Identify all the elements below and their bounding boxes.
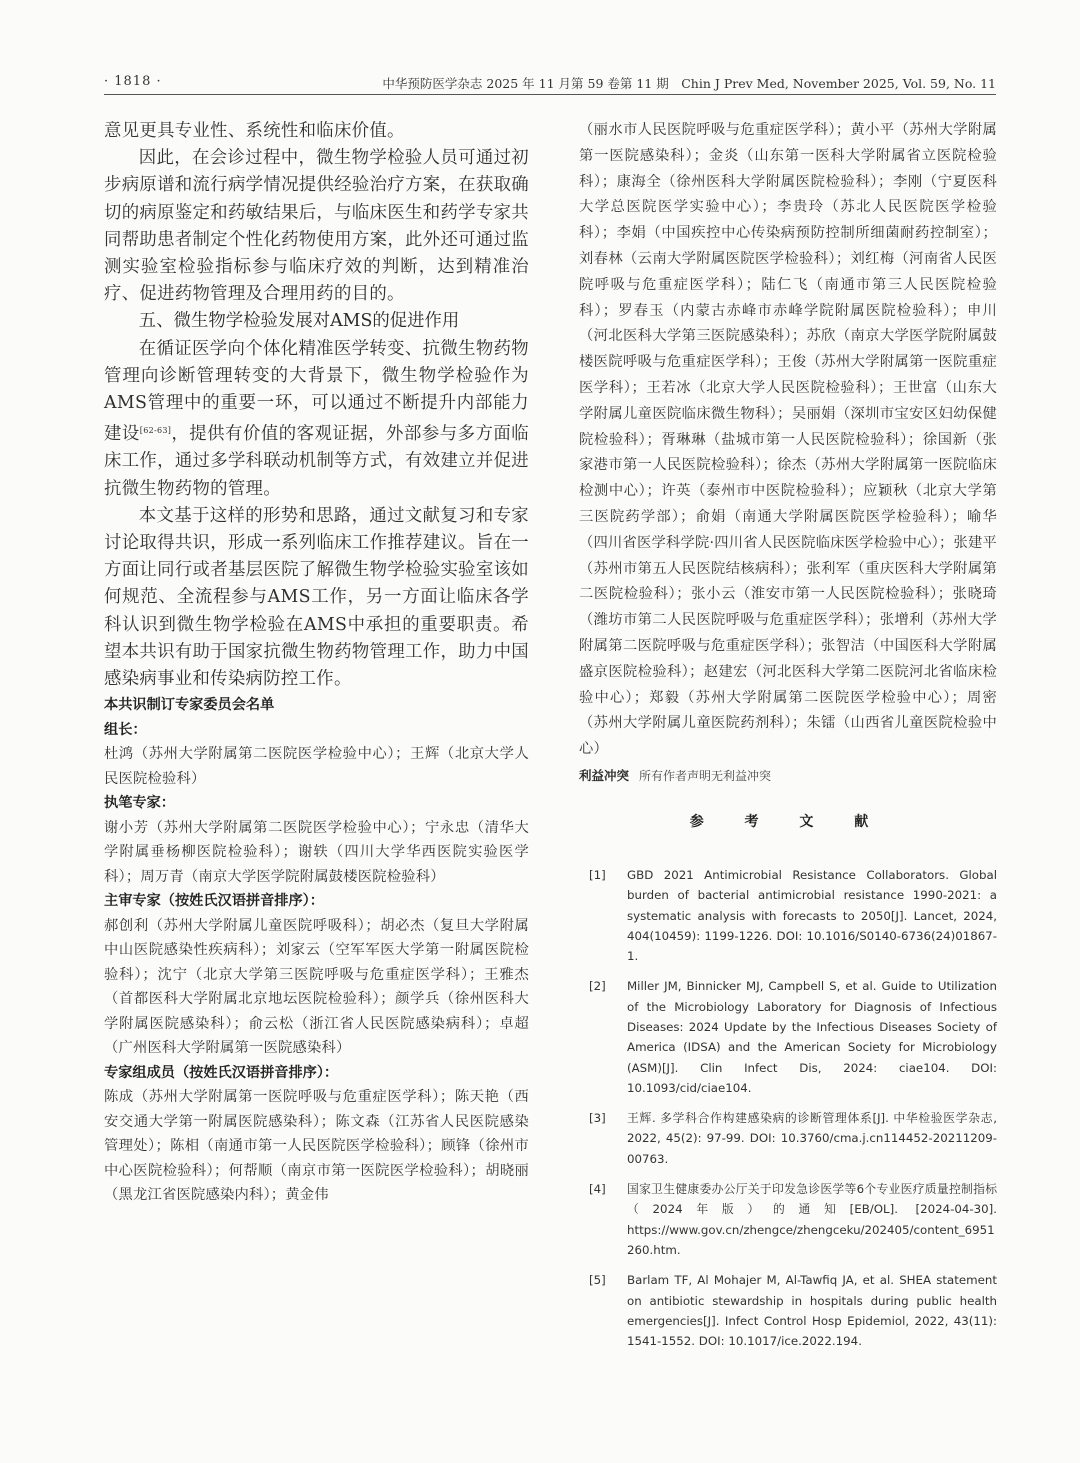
writers-label: 执笔专家： — [104, 795, 175, 812]
paragraph: 本文基于这样的形势和思路，通过文献复习和专家讨论取得共识，形成一系列临床工作推荐建议。旨在一方面让同行或者基层医院了解微生物学检验实验室该如何规范、全流程参与AMS工作，另一方面让临床各学科认识到微生物学检验在AMS中承担的重要职责。希望本共识有助于国家抗微生物药物管理工作，助力中国感染病事业和传染病防控工作。 — [104, 505, 529, 690]
reviewers-list: 郝创利（苏州大学附属儿童医院呼吸科）；胡必杰（复旦大学附属中山医院感染性疾病科）；刘家云（空军军医大学第一附属医院检验科）；沈宁（北京大学第三医院呼吸与危重症医学科）；王雅杰（首都医科大学附属北京地坛医院检验科）；颜学兵（徐州医科大学附属医院感染科）；俞云松（浙江省人民医院感染病科）；卓超（广州医科大学附属第一医院感染科） — [104, 917, 529, 1057]
reference-number: [5] — [589, 1273, 606, 1288]
committee-title: 本共识制订专家委员会名单 — [104, 697, 275, 714]
reference-text: Barlam TF, Al Mohajer M, Al-Tawfiq JA, et al. SHEA statement on antibiotic stewardship in hospitals during public health emergencies[J]. Infect Control Hosp Epidemiol, 2022, 43(11): 1541-1552. DOI: 10.1017/ice.2022.194. — [627, 1273, 997, 1349]
coi-text: 所有作者声明无利益冲突 — [639, 768, 772, 783]
reference-list — [579, 865, 997, 1352]
reference-item — [579, 1108, 997, 1169]
reference-text: 王辉. 多学科合作构建感染病的诊断管理体系[J]. 中华检验医学杂志, 2022, 45(2): 97-99. DOI: 10.3760/cma.j.cn114452-20211209-00763. — [627, 1111, 997, 1166]
running-header — [104, 70, 996, 95]
paragraph: 因此，在会诊过程中，微生物学检验人员可通过初步病原谱和流行病学情况提供经验治疗方案，在获取确切的病原鉴定和药敏结果后，与临床医生和药学专家共同帮助患者制定个性化药物使用方案，此外还可通过监测实验室检验指标参与临床疗效的判断，达到精准治疗、促进药物管理及合理用药的目的。 — [104, 148, 529, 305]
members-list: 陈成（苏州大学附属第一医院呼吸与危重症医学科）；陈天艳（西安交通大学第一附属医院感染科）；陈文森（江苏省人民医院感染管理处）；陈相（南通市第一人民医院医学检验科）；顾锋（徐州市中心医院检验科）；何帮顺（南京市第一医院医学检验科）；胡晓丽（黑龙江省医院感染内科）；黄金伟 — [104, 1089, 529, 1204]
reference-item — [579, 865, 997, 966]
reference-item — [579, 976, 997, 1098]
leader-label: 组长： — [104, 721, 147, 738]
reference-item — [579, 1179, 997, 1260]
leaders-list: 杜鸿（苏州大学附属第二医院医学检验中心）；王辉（北京大学人民医院检验科） — [104, 746, 529, 787]
right-column — [579, 118, 997, 1361]
reference-item — [579, 1270, 997, 1351]
members-label: 专家组成员（按姓氏汉语拼音排序）： — [104, 1064, 339, 1081]
writers-list: 谢小芳（苏州大学附属第二医院医学检验中心）；宁永忠（清华大学附属垂杨柳医院检验科）；谢轶（四川大学华西医院实验医学科）；周万青（南京大学医学院附属鼓楼医院检验科） — [104, 819, 529, 885]
coi-label: 利益冲突 — [579, 767, 630, 783]
citation-ref: [62-63] — [139, 426, 172, 436]
paragraph: 意见更具专业性、系统性和临床价值。 — [104, 121, 405, 141]
reference-text: Miller JM, Binnicker MJ, Campbell S, et al. Guide to Utilization of the Microbiology Laboratory for Diagnosis of Infectious Diseases: 2024 Update by the Infectious Diseases Society of America (IDSA) and the American Society for Microbiology (ASM)[J]. Clin Infect Dis, 2024: ciae104. DOI: 10.1093/cid/ciae104. — [627, 979, 997, 1095]
paragraph — [104, 336, 529, 503]
conflict-of-interest — [579, 765, 997, 787]
reference-number: [4] — [589, 1182, 606, 1197]
section-title: 五、微生物学检验发展对AMS的促进作用 — [138, 311, 460, 332]
page-number: · 1818 · — [104, 74, 162, 89]
references-title: 参 考 文 献 — [689, 813, 887, 830]
reference-number: [1] — [589, 867, 606, 882]
paragraph-text: ，提供有价值的客观证据，外部参与多方面临床工作，通过多学科联动机制等方式，有效建立并促进抗微生物药物的管理。 — [104, 424, 529, 499]
reference-number: [3] — [589, 1111, 606, 1126]
reference-text: GBD 2021 Antimicrobial Resistance Collaborators. Global burden of bacterial antimicrobial resistance 1990-2021: a systematic analysis with forecasts to 2050[J]. Lancet, 2024, 404(10459): 1199-1226. DOI: 10.1016/S0140-6736(24)01867-1. — [627, 867, 997, 964]
paragraph-text: 在循证医学向个体化精准医学转变、抗微生物药物管理向诊断管理转变的大背景下，微生物学检验作为AMS管理中的重要一环，可以通过不断提升内部能力建设 — [104, 338, 529, 445]
reference-number: [2] — [589, 979, 606, 994]
left-column — [104, 118, 529, 1208]
reviewers-label: 主审专家（按姓氏汉语拼音排序）： — [104, 893, 324, 910]
reference-text: 国家卫生健康委办公厅关于印发急诊医学等6个专业医疗质量控制指标（2024年版）的通知[EB/OL]. [2024-04-30]. https://www.gov.cn/zhengce/zhengceku/202405/content_6951260.htm. — [627, 1182, 997, 1257]
journal-citation: 中华预防医学杂志 2025 年 11 月第 59 卷第 11 期 Chin J Prev Med, November 2025, Vol. 59, No. 11 — [382, 76, 996, 91]
members-list-continued: （丽水市人民医院呼吸与危重症医学科）；黄小平（苏州大学附属第一医院感染科）；金炎（山东第一医科大学附属省立医院检验科）；康海全（徐州医科大学附属医院检验科）；李刚（宁夏医科大学总医院医学实验中心）；李贵玲（苏北人民医院医学检验科）；李娟（中国疾控中心传染病预防控制所细菌耐药控制室）；刘春林（云南大学附属医院医学检验科）；刘红梅（河南省人民医院呼吸与危重症医学科）；陆仁飞（南通市第三人民医院检验科）；罗春玉（内蒙古赤峰市赤峰学院附属医院检验科）；申川（河北医科大学第三医院感染科）；苏欣（南京大学医学院附属鼓楼医院呼吸与危重症医学科）；王俊（苏州大学附属第一医院重症医学科）；王若冰（北京大学人民医院检验科）；王世富（山东大学附属儿童医院临床微生物科）；吴丽娟（深圳市宝安区妇幼保健院检验科）；胥琳琳（盐城市第一人民医院检验科）；徐国新（张家港市第一人民医院检验科）；徐杰（苏州大学附属第一医院临床检测中心）；许英（泰州市中医院检验科）；应颖秋（北京大学第三医院药学部）；俞娟（南通大学附属医院医学检验科）；喻华（四川省医学科学院·四川省人民医院临床医学检验中心）；张建平（苏州市第五人民医院结核病科）；张利军（重庆医科大学附属第二医院检验科）；张小云（淮安市第一人民医院检验科）；张晓琦（潍坊市第二人民医院呼吸与危重症医学科）；张增利（苏州大学附属第二医院呼吸与危重症医学科）；张智洁（中国医科大学附属盛京医院检验科）；赵建宏（河北医科大学第二医院河北省临床检验中心）；郑毅（苏州大学附属第二医院医学检验中心）；周密（苏州大学附属儿童医院药剂科）；朱镭（山西省儿童医院检验中心） — [579, 122, 998, 758]
